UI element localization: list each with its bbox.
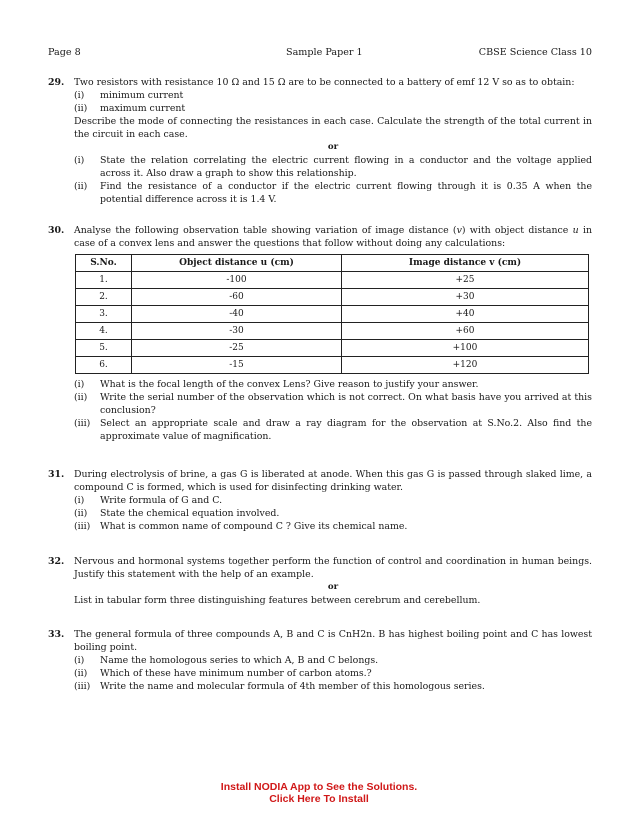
question-text: Analyse the following observation table showing variation of image distance (v) with object distance u in case of a convex lens and answer the questions that follow without doing any calculations: xyxy=(74,225,592,249)
question-29 xyxy=(48,76,592,206)
table-cell: -40 xyxy=(132,306,342,323)
table-cell: -15 xyxy=(132,357,342,374)
table-cell: +25 xyxy=(342,272,589,289)
sub-item: (i) minimum current xyxy=(74,90,184,101)
sub-item: (ii) Write the serial number of the observation which is not correct. On what basis have you arrived at this conclusion? xyxy=(74,392,592,416)
question-text: List in tabular form three distinguishing features between cerebrum and cerebellum. xyxy=(74,595,481,606)
observation-table xyxy=(75,254,589,374)
question-number: 31. xyxy=(48,469,65,480)
sub-item: (iii) Select an appropriate scale and draw a ray diagram for the observation at S.No.2. Also find the approximate value of magnification. xyxy=(74,418,592,442)
course-title: CBSE Science Class 10 xyxy=(478,47,592,58)
sub-item: (iii) What is common name of compound C ? Give its chemical name. xyxy=(74,521,408,532)
question-32 xyxy=(48,555,592,607)
column-header: S.No. xyxy=(76,255,132,272)
page-number: Page 8 xyxy=(48,47,81,58)
sub-item: (i) Name the homologous series to which A, B and C belongs. xyxy=(74,655,379,666)
table-cell: +120 xyxy=(342,357,589,374)
sub-item: (i) Write formula of G and C. xyxy=(74,495,223,506)
question-number: 30. xyxy=(48,225,65,236)
table-cell: -100 xyxy=(132,272,342,289)
install-message[interactable]: Install NODIA App to See the Solutions. xyxy=(220,781,418,793)
question-33 xyxy=(48,628,592,693)
table-cell: +30 xyxy=(342,289,589,306)
table-cell: 6. xyxy=(76,357,132,374)
question-31 xyxy=(48,468,592,533)
column-header: Image distance v (cm) xyxy=(342,255,589,272)
table-row xyxy=(76,357,589,374)
table-cell: -25 xyxy=(132,340,342,357)
or-separator: or xyxy=(327,582,339,592)
table-cell: 1. xyxy=(76,272,132,289)
question-30 xyxy=(48,224,592,443)
question-number: 33. xyxy=(48,629,65,640)
sub-item: (ii) maximum current xyxy=(74,103,186,114)
table-row xyxy=(76,323,589,340)
question-number: 29. xyxy=(48,77,65,88)
table-cell: 5. xyxy=(76,340,132,357)
install-link[interactable]: Click Here To Install xyxy=(269,793,369,805)
question-number: 32. xyxy=(48,556,65,567)
table-cell: 4. xyxy=(76,323,132,340)
table-cell: -60 xyxy=(132,289,342,306)
table-row xyxy=(76,272,589,289)
table-row xyxy=(76,289,589,306)
table-cell: 2. xyxy=(76,289,132,306)
install-app-banner[interactable] xyxy=(0,781,638,805)
sub-item: (iii) Write the name and molecular formula of 4th member of this homologous series. xyxy=(74,681,485,692)
column-header: Object distance u (cm) xyxy=(132,255,342,272)
sub-item: (ii) Which of these have minimum number of carbon atoms.? xyxy=(74,668,372,679)
page-header xyxy=(48,46,592,60)
question-text: Two resistors with resistance 10 Ω and 15 Ω are to be connected to a battery of emf 12 V so as to obtain: xyxy=(74,77,575,88)
or-separator: or xyxy=(327,142,339,152)
table-cell: -30 xyxy=(132,323,342,340)
table-cell: +60 xyxy=(342,323,589,340)
sub-item: (i) State the relation correlating the electric current flowing in a conductor and the voltage applied across it. Also draw a graph to show this relationship. xyxy=(74,155,592,179)
sub-item: (i) What is the focal length of the convex Lens? Give reason to justify your answer. xyxy=(74,379,479,390)
question-text: Describe the mode of connecting the resistances in each case. Calculate the strength of the total current in the circuit in each case. xyxy=(74,116,592,140)
question-text: The general formula of three compounds A, B and C is CnH2n. B has highest boiling point and C has lowest boiling point. xyxy=(74,629,592,653)
question-text: During electrolysis of brine, a gas G is liberated at anode. When this gas G is passed through slaked lime, a compound C is formed, which is used for disinfecting drinking water. xyxy=(74,469,592,493)
sub-item: (ii) State the chemical equation involved. xyxy=(74,508,280,519)
table-cell: +40 xyxy=(342,306,589,323)
table-cell: 3. xyxy=(76,306,132,323)
paper-title: Sample Paper 1 xyxy=(286,47,363,58)
table-row xyxy=(76,306,589,323)
sub-item: (ii) Find the resistance of a conductor if the electric current flowing through it is 0.35 A when the potential difference across it is 1.4 V. xyxy=(74,181,592,205)
table-row xyxy=(76,340,589,357)
table-cell: +100 xyxy=(342,340,589,357)
question-text: Nervous and hormonal systems together perform the function of control and coordination in human beings. Justify this statement with the help of an example. xyxy=(74,556,592,580)
